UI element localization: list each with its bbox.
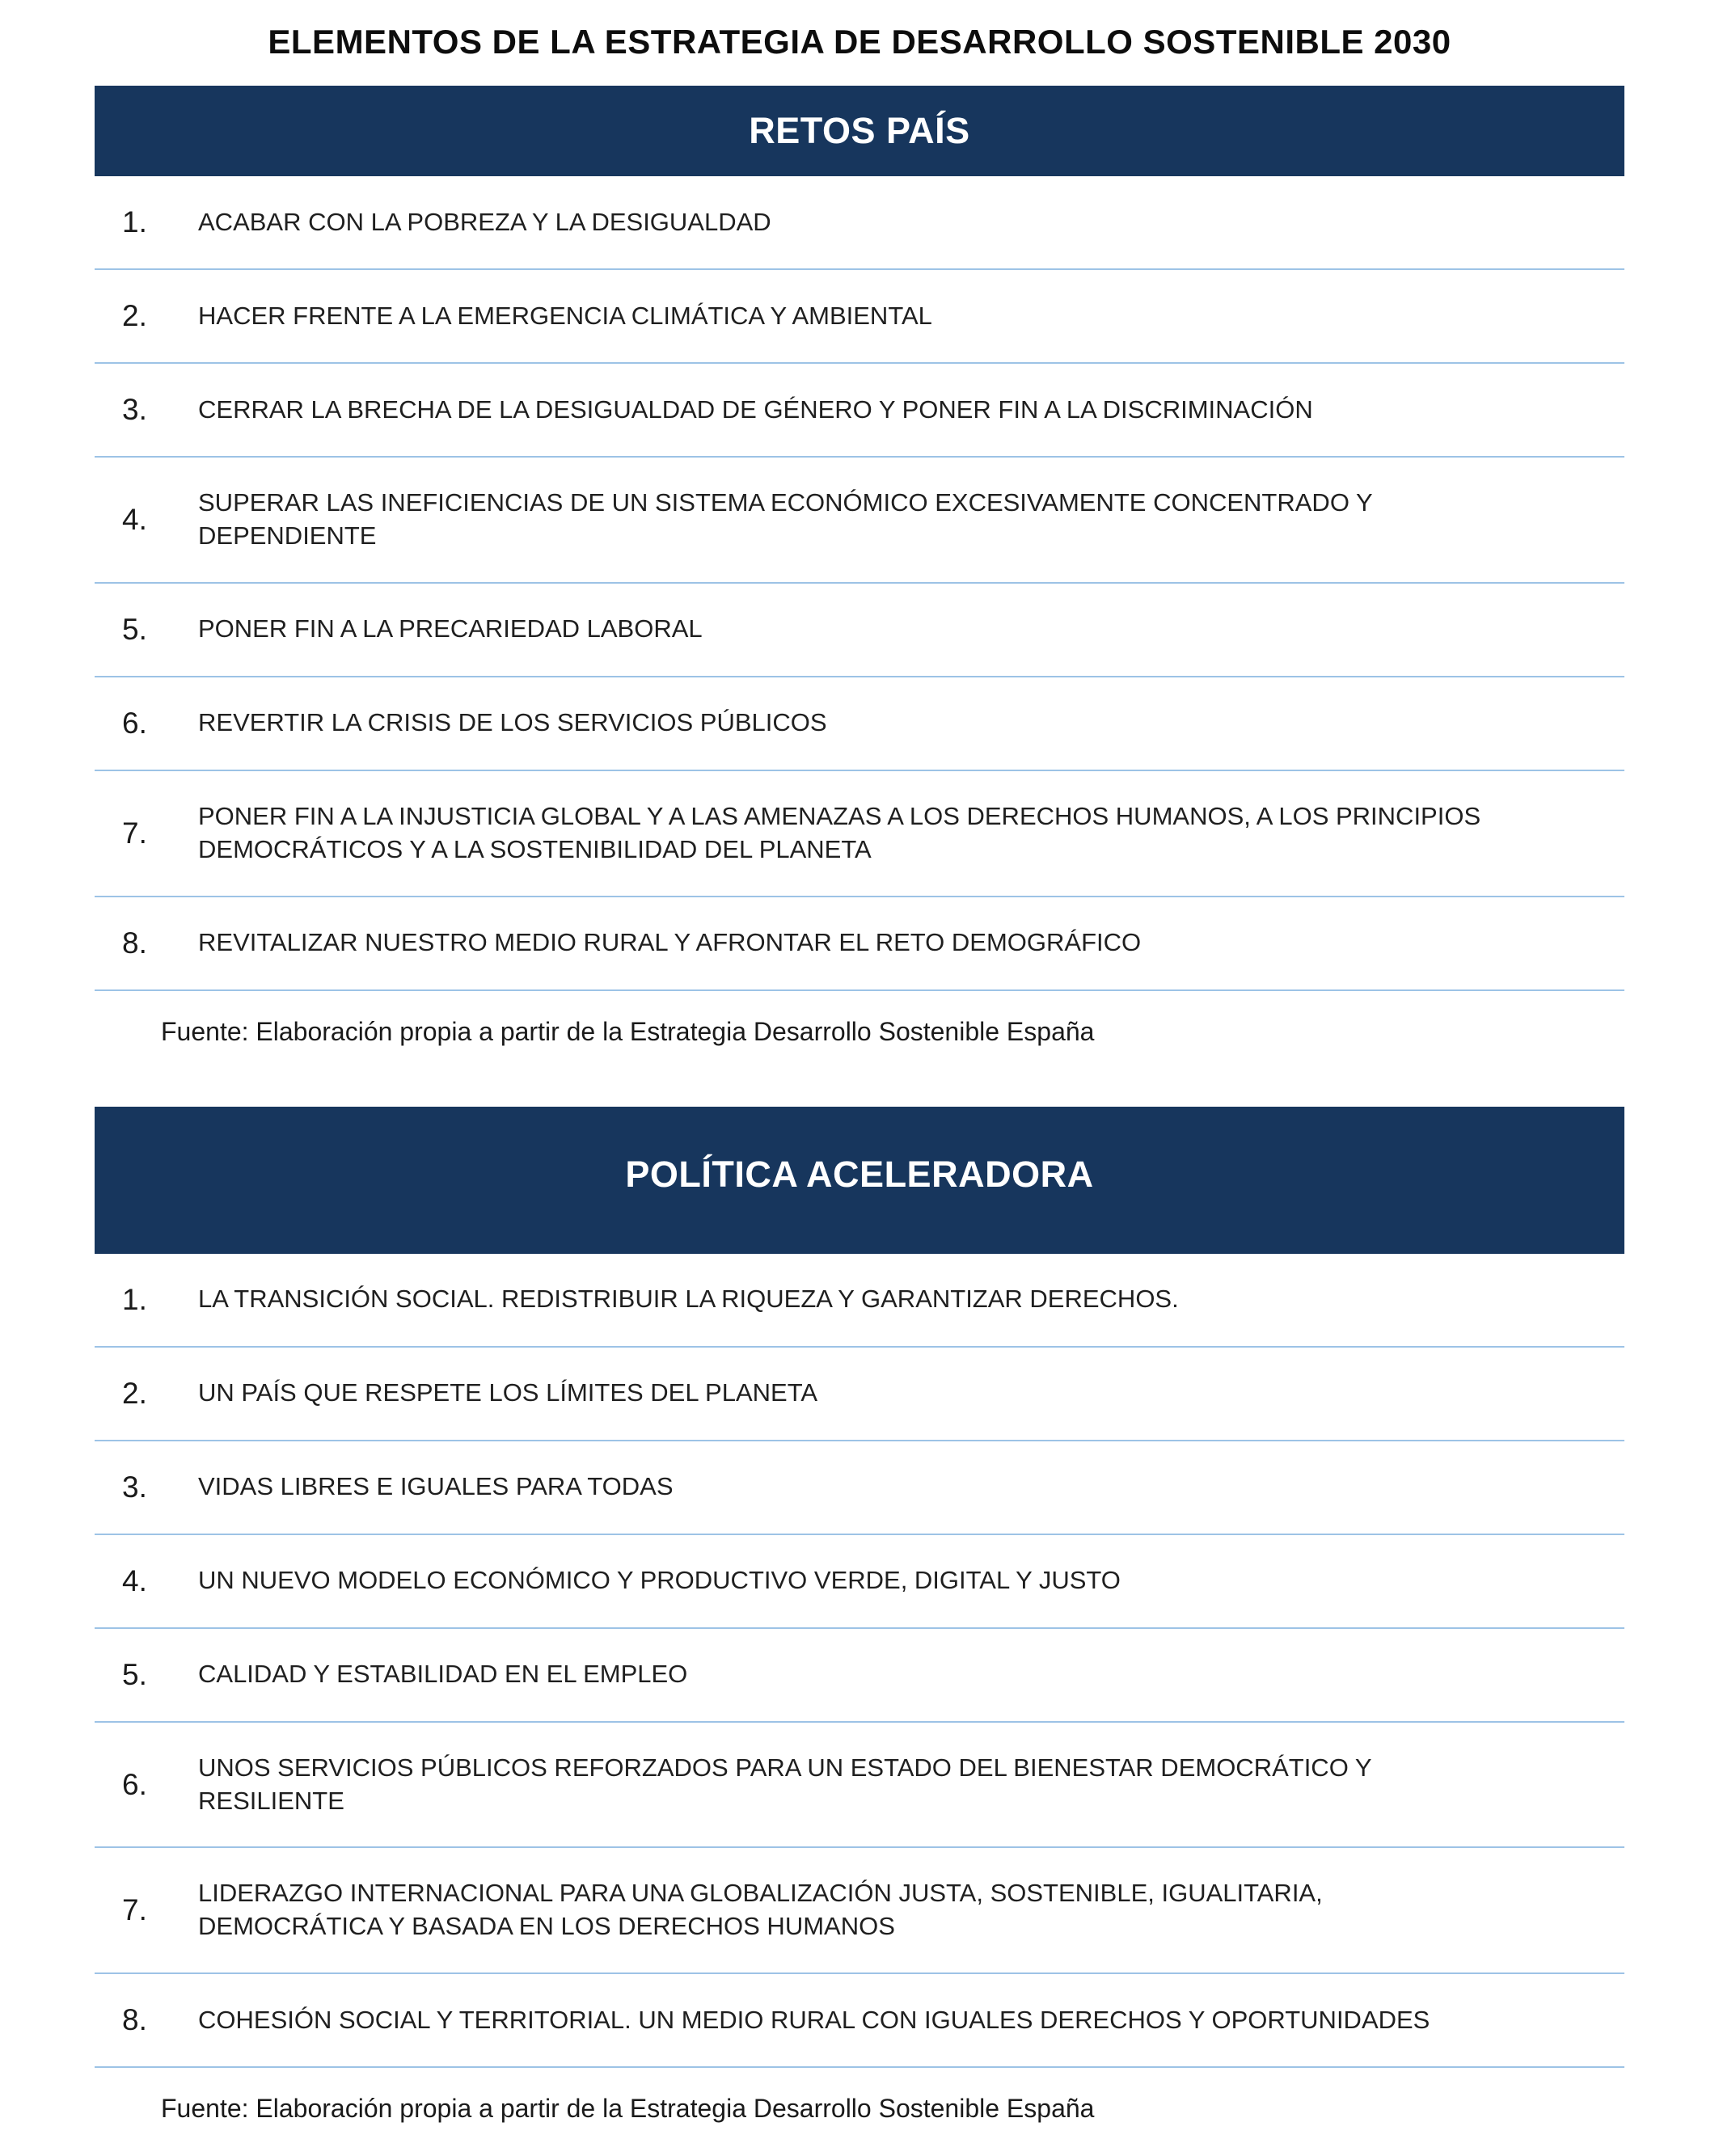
item-text: UN NUEVO MODELO ECONÓMICO Y PRODUCTIVO VERDE, DIGITAL Y JUSTO [198, 1566, 1121, 1595]
item-text: LA TRANSICIÓN SOCIAL. REDISTRIBUIR LA RIQUEZA Y GARANTIZAR DERECHOS. [198, 1285, 1179, 1314]
item-number: 3. [122, 393, 147, 426]
retos-pais-list [95, 176, 1624, 991]
item-number: 6. [122, 1767, 147, 1801]
item-text: HACER FRENTE A LA EMERGENCIA CLIMÁTICA Y AMBIENTAL [198, 301, 932, 330]
item-text: REVERTIR LA CRISIS DE LOS SERVICIOS PÚBLICOS [198, 708, 827, 737]
page-title: ELEMENTOS DE LA ESTRATEGIA DE DESARROLLO SOSTENIBLE 2030 [268, 23, 1451, 61]
item-number: 4. [122, 1563, 147, 1597]
list-item [95, 677, 1624, 770]
item-text: LIDERAZGO INTERNACIONAL PARA UNA GLOBALIZACIÓN JUSTA, SOSTENIBLE, IGUALITARIA, DEMOCRÁTICA Y BASADA EN LOS DERECHOS HUMANOS [198, 1879, 1323, 1941]
list-item [95, 1348, 1624, 1440]
item-text: SUPERAR LAS INEFICIENCIAS DE UN SISTEMA ECONÓMICO EXCESIVAMENTE CONCENTRADO Y DEPENDIENTE [198, 488, 1373, 550]
list-item [95, 270, 1624, 362]
item-text: CERRAR LA BRECHA DE LA DESIGUALDAD DE GÉNERO Y PONER FIN A LA DISCRIMINACIÓN [198, 394, 1313, 424]
list-item [95, 364, 1624, 456]
item-text: UNOS SERVICIOS PÚBLICOS REFORZADOS PARA UN ESTADO DEL BIENESTAR DEMOCRÁTICO Y RESILIENTE [198, 1753, 1371, 1815]
list-item [95, 771, 1624, 896]
item-text: CALIDAD Y ESTABILIDAD EN EL EMPLEO [198, 1660, 688, 1689]
list-item [95, 1974, 1624, 2066]
item-text: ACABAR CON LA POBREZA Y LA DESIGUALDAD [198, 207, 771, 236]
list-item [95, 1848, 1624, 1972]
item-text: REVITALIZAR NUESTRO MEDIO RURAL Y AFRONTAR EL RETO DEMOGRÁFICO [198, 928, 1142, 957]
item-text: COHESIÓN SOCIAL Y TERRITORIAL. UN MEDIO RURAL CON IGUALES DERECHOS Y OPORTUNIDADES [198, 2005, 1430, 2034]
item-number: 1. [122, 205, 147, 238]
list-item [95, 176, 1624, 268]
item-number: 7. [122, 1893, 147, 1927]
list-item [95, 1254, 1624, 1346]
item-number: 8. [122, 926, 147, 960]
item-text: UN PAÍS QUE RESPETE LOS LÍMITES DEL PLANETA [198, 1378, 818, 1407]
item-number: 5. [122, 1657, 147, 1691]
item-number: 6. [122, 706, 147, 740]
list-item [95, 897, 1624, 989]
list-item [95, 1535, 1624, 1627]
item-number: 2. [122, 299, 147, 332]
item-text: PONER FIN A LA INJUSTICIA GLOBAL Y A LAS AMENAZAS A LOS DERECHOS HUMANOS, A LOS PRINCIPIOS DEMOCRÁTICOS Y A LA SOSTENIBILIDAD DEL PLANETA [198, 801, 1481, 863]
politica-aceleradora-list [95, 1254, 1624, 2069]
list-item [95, 458, 1624, 582]
source-note: Fuente: Elaboración propia a partir de la Estrategia Desarrollo Sostenible España [161, 1016, 1095, 1046]
section-header-politica-aceleradora: POLÍTICA ACELERADORA [95, 1107, 1624, 1254]
item-number: 4. [122, 502, 147, 536]
source-note: Fuente: Elaboración propia a partir de la Estrategia Desarrollo Sostenible España [161, 2094, 1095, 2124]
section-header-retos-pais: RETOS PAÍS [95, 86, 1624, 176]
list-item [95, 1441, 1624, 1534]
item-number: 5. [122, 612, 147, 646]
list-item [95, 1723, 1624, 1847]
item-number: 1. [122, 1282, 147, 1316]
item-number: 7. [122, 816, 147, 850]
list-item [95, 1629, 1624, 1721]
item-number: 3. [122, 1470, 147, 1504]
list-item [95, 584, 1624, 676]
item-number: 2. [122, 1376, 147, 1410]
item-text: PONER FIN A LA PRECARIEDAD LABORAL [198, 614, 703, 643]
item-number: 8. [122, 2003, 147, 2037]
item-text: VIDAS LIBRES E IGUALES PARA TODAS [198, 1472, 674, 1501]
